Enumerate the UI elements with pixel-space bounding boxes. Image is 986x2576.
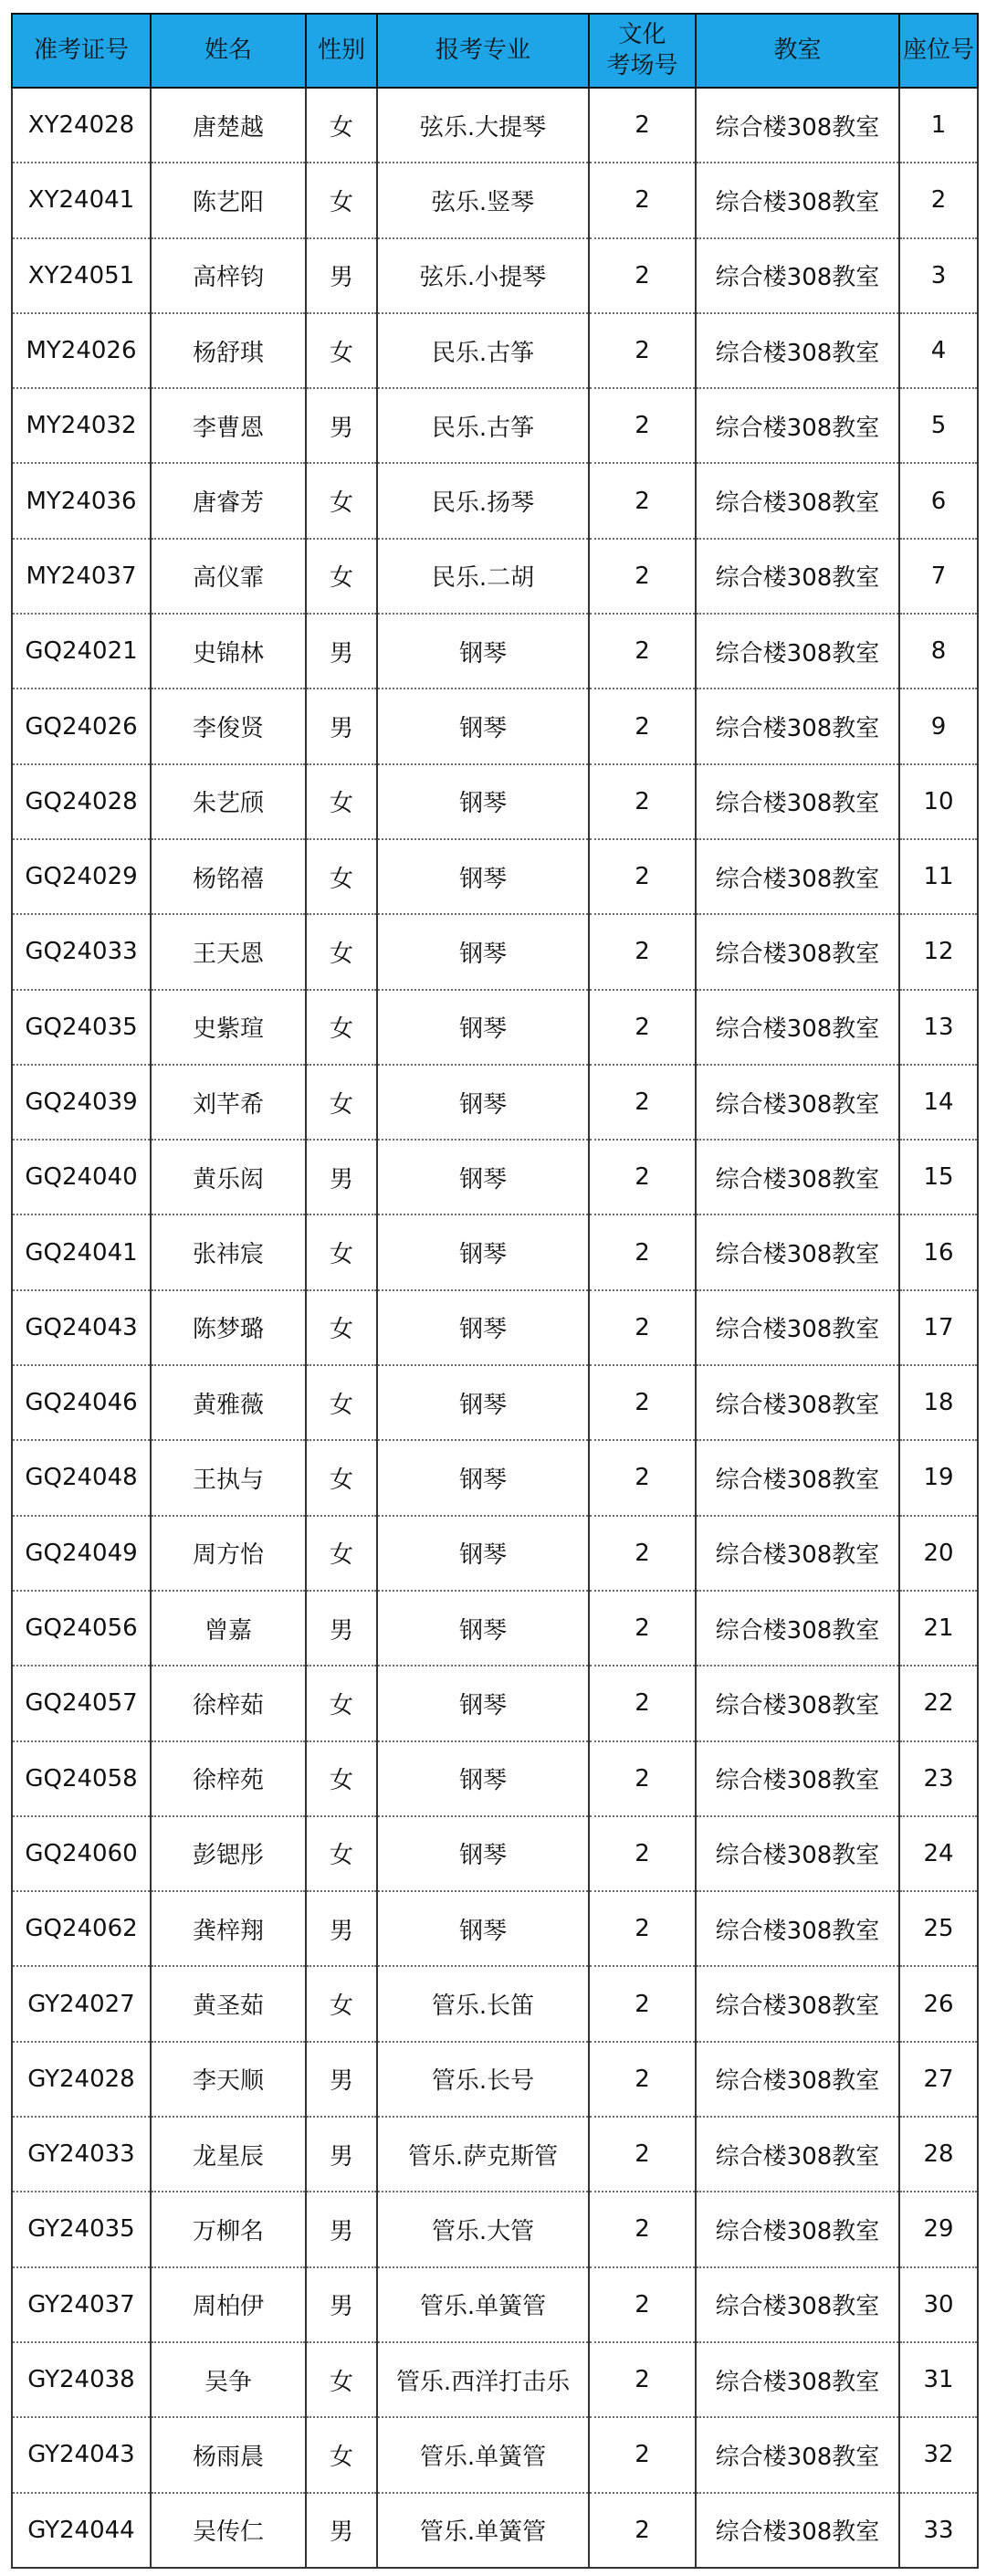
cell-seat: 9: [899, 689, 978, 763]
cell-major: 管乐.大管: [377, 2192, 589, 2266]
cell-gender: 女: [306, 1966, 377, 2041]
cell-major: 钢琴: [377, 990, 589, 1065]
cell-gender: 女: [306, 1290, 377, 1365]
cell-ticket: GQ24040: [12, 1140, 151, 1214]
cell-exam-room: 2: [589, 1966, 696, 2041]
cell-classroom: 综合楼308教室: [696, 163, 899, 237]
table-row: [12, 764, 978, 839]
table-row: [12, 1440, 978, 1515]
cell-classroom: 综合楼308教室: [696, 2417, 899, 2492]
table-row: [12, 1816, 978, 1891]
cell-classroom: 综合楼308教室: [696, 388, 899, 463]
cell-classroom: 综合楼308教室: [696, 614, 899, 689]
cell-classroom: 综合楼308教室: [696, 1816, 899, 1891]
cell-major: 管乐.萨克斯管: [377, 2117, 589, 2192]
cell-seat: 4: [899, 313, 978, 388]
cell-major: 弦乐.竖琴: [377, 163, 589, 237]
cell-ticket: XY24028: [12, 88, 151, 163]
cell-ticket: GY24033: [12, 2117, 151, 2192]
table-row: [12, 1365, 978, 1440]
cell-ticket: GQ24049: [12, 1516, 151, 1591]
table-row: [12, 539, 978, 614]
cell-name: 杨铭禧: [151, 839, 306, 914]
cell-seat: 10: [899, 764, 978, 839]
cell-seat: 22: [899, 1666, 978, 1740]
cell-name: 王执与: [151, 1440, 306, 1515]
cell-ticket: MY24032: [12, 388, 151, 463]
cell-major: 钢琴: [377, 1891, 589, 1966]
cell-classroom: 综合楼308教室: [696, 1140, 899, 1214]
table-row: [12, 2417, 978, 2492]
cell-classroom: 综合楼308教室: [696, 689, 899, 763]
cell-exam-room: 2: [589, 1440, 696, 1515]
cell-gender: 女: [306, 839, 377, 914]
cell-gender: 女: [306, 990, 377, 1065]
cell-classroom: 综合楼308教室: [696, 1290, 899, 1365]
table-row: [12, 463, 978, 538]
cell-ticket: GQ24058: [12, 1741, 151, 1816]
cell-gender: 男: [306, 689, 377, 763]
cell-name: 彭锶彤: [151, 1816, 306, 1891]
table-row: [12, 1516, 978, 1591]
cell-classroom: 综合楼308教室: [696, 914, 899, 989]
table-row: [12, 163, 978, 237]
cell-exam-room: 2: [589, 990, 696, 1065]
cell-seat: 20: [899, 1516, 978, 1591]
table-row: [12, 990, 978, 1065]
cell-name: 高仪霏: [151, 539, 306, 614]
cell-major: 钢琴: [377, 1440, 589, 1515]
cell-ticket: GY24044: [12, 2493, 151, 2568]
cell-classroom: 综合楼308教室: [696, 1365, 899, 1440]
cell-ticket: MY24026: [12, 313, 151, 388]
cell-classroom: 综合楼308教室: [696, 1891, 899, 1966]
header-classroom: 教室: [696, 14, 899, 88]
cell-major: 钢琴: [377, 764, 589, 839]
cell-major: 弦乐.大提琴: [377, 88, 589, 163]
cell-classroom: 综合楼308教室: [696, 2042, 899, 2117]
cell-name: 唐睿芳: [151, 463, 306, 538]
cell-exam-room: 2: [589, 539, 696, 614]
cell-seat: 2: [899, 163, 978, 237]
header-exam-room-line2: 考场号: [606, 51, 678, 79]
header-seat: 座位号: [899, 14, 978, 88]
cell-seat: 3: [899, 238, 978, 313]
cell-seat: 17: [899, 1290, 978, 1365]
cell-classroom: 综合楼308教室: [696, 2117, 899, 2192]
cell-gender: 女: [306, 1741, 377, 1816]
cell-classroom: 综合楼308教室: [696, 990, 899, 1065]
cell-seat: 33: [899, 2493, 978, 2568]
cell-ticket: GQ24057: [12, 1666, 151, 1740]
cell-exam-room: 2: [589, 313, 696, 388]
seating-sheet: [11, 13, 977, 2569]
cell-ticket: GQ24043: [12, 1290, 151, 1365]
cell-name: 万柳名: [151, 2192, 306, 2266]
cell-classroom: 综合楼308教室: [696, 1741, 899, 1816]
cell-gender: 女: [306, 1440, 377, 1515]
cell-seat: 21: [899, 1591, 978, 1666]
cell-seat: 25: [899, 1891, 978, 1966]
cell-ticket: GQ24033: [12, 914, 151, 989]
cell-exam-room: 2: [589, 1065, 696, 1140]
cell-exam-room: 2: [589, 2117, 696, 2192]
cell-seat: 14: [899, 1065, 978, 1140]
cell-exam-room: 2: [589, 1516, 696, 1591]
table-row: [12, 2117, 978, 2192]
cell-major: 钢琴: [377, 914, 589, 989]
cell-classroom: 综合楼308教室: [696, 1591, 899, 1666]
cell-ticket: GQ24028: [12, 764, 151, 839]
cell-major: 管乐.单簧管: [377, 2417, 589, 2492]
cell-ticket: GY24043: [12, 2417, 151, 2492]
cell-ticket: GY24027: [12, 1966, 151, 2041]
cell-gender: 男: [306, 2493, 377, 2568]
cell-major: 弦乐.小提琴: [377, 238, 589, 313]
cell-exam-room: 2: [589, 163, 696, 237]
cell-exam-room: 2: [589, 1214, 696, 1289]
cell-classroom: 综合楼308教室: [696, 1966, 899, 2041]
cell-classroom: 综合楼308教室: [696, 1214, 899, 1289]
cell-gender: 女: [306, 914, 377, 989]
cell-gender: 女: [306, 539, 377, 614]
cell-major: 钢琴: [377, 1741, 589, 1816]
cell-name: 黄雅薇: [151, 1365, 306, 1440]
cell-seat: 27: [899, 2042, 978, 2117]
cell-gender: 男: [306, 2267, 377, 2342]
cell-classroom: 综合楼308教室: [696, 1516, 899, 1591]
table-row: [12, 1290, 978, 1365]
table-row: [12, 1140, 978, 1214]
table-row: [12, 1591, 978, 1666]
cell-major: 钢琴: [377, 1666, 589, 1740]
cell-gender: 男: [306, 2192, 377, 2266]
cell-seat: 31: [899, 2342, 978, 2417]
cell-major: 钢琴: [377, 1591, 589, 1666]
cell-exam-room: 2: [589, 1290, 696, 1365]
header-gender: 性别: [306, 14, 377, 88]
cell-major: 民乐.二胡: [377, 539, 589, 614]
cell-major: 钢琴: [377, 1365, 589, 1440]
table-body: [12, 88, 978, 2568]
cell-seat: 29: [899, 2192, 978, 2266]
cell-gender: 女: [306, 1065, 377, 1140]
cell-exam-room: 2: [589, 88, 696, 163]
cell-ticket: GQ24035: [12, 990, 151, 1065]
cell-major: 民乐.扬琴: [377, 463, 589, 538]
cell-exam-room: 2: [589, 1140, 696, 1214]
header-exam-room-line1: 文化: [618, 21, 666, 49]
cell-gender: 女: [306, 88, 377, 163]
cell-exam-room: 2: [589, 2417, 696, 2492]
header-name: 姓名: [151, 14, 306, 88]
cell-ticket: GQ24048: [12, 1440, 151, 1515]
header-ticket: 准考证号: [12, 14, 151, 88]
cell-ticket: XY24041: [12, 163, 151, 237]
cell-name: 史紫瑄: [151, 990, 306, 1065]
cell-name: 李俊贤: [151, 689, 306, 763]
table-row: [12, 2493, 978, 2568]
cell-classroom: 综合楼308教室: [696, 1065, 899, 1140]
cell-name: 徐梓苑: [151, 1741, 306, 1816]
cell-classroom: 综合楼308教室: [696, 313, 899, 388]
cell-ticket: GY24038: [12, 2342, 151, 2417]
table-row: [12, 2342, 978, 2417]
cell-ticket: GQ24041: [12, 1214, 151, 1289]
cell-exam-room: 2: [589, 1591, 696, 1666]
cell-name: 龙星辰: [151, 2117, 306, 2192]
cell-seat: 16: [899, 1214, 978, 1289]
table-row: [12, 88, 978, 163]
cell-major: 民乐.古筝: [377, 388, 589, 463]
cell-classroom: 综合楼308教室: [696, 463, 899, 538]
cell-seat: 28: [899, 2117, 978, 2192]
cell-major: 管乐.长号: [377, 2042, 589, 2117]
cell-name: 杨雨晨: [151, 2417, 306, 2492]
cell-gender: 男: [306, 388, 377, 463]
cell-name: 史锦林: [151, 614, 306, 689]
cell-exam-room: 2: [589, 463, 696, 538]
cell-major: 钢琴: [377, 1516, 589, 1591]
cell-seat: 30: [899, 2267, 978, 2342]
cell-name: 曾嘉: [151, 1591, 306, 1666]
cell-major: 钢琴: [377, 1065, 589, 1140]
cell-name: 陈梦璐: [151, 1290, 306, 1365]
cell-name: 吴传仁: [151, 2493, 306, 2568]
table-row: [12, 1065, 978, 1140]
cell-exam-room: 2: [589, 1365, 696, 1440]
cell-exam-room: 2: [589, 2267, 696, 2342]
cell-classroom: 综合楼308教室: [696, 2192, 899, 2266]
cell-classroom: 综合楼308教室: [696, 764, 899, 839]
cell-gender: 男: [306, 614, 377, 689]
cell-name: 黄圣茹: [151, 1966, 306, 2041]
cell-exam-room: 2: [589, 2493, 696, 2568]
exam-seating-table: [11, 13, 979, 2569]
cell-gender: 男: [306, 2117, 377, 2192]
cell-seat: 11: [899, 839, 978, 914]
cell-major: 钢琴: [377, 1140, 589, 1214]
table-row: [12, 1214, 978, 1289]
cell-exam-room: 2: [589, 238, 696, 313]
cell-major: 管乐.单簧管: [377, 2267, 589, 2342]
table-row: [12, 238, 978, 313]
cell-seat: 23: [899, 1741, 978, 1816]
cell-ticket: XY24051: [12, 238, 151, 313]
table-row: [12, 2192, 978, 2266]
cell-name: 周柏伊: [151, 2267, 306, 2342]
cell-gender: 女: [306, 2417, 377, 2492]
cell-name: 杨舒琪: [151, 313, 306, 388]
cell-exam-room: 2: [589, 1891, 696, 1966]
cell-gender: 女: [306, 2342, 377, 2417]
table-row: [12, 388, 978, 463]
cell-ticket: GQ24062: [12, 1891, 151, 1966]
cell-seat: 8: [899, 614, 978, 689]
cell-ticket: GY24037: [12, 2267, 151, 2342]
cell-gender: 女: [306, 1816, 377, 1891]
cell-seat: 12: [899, 914, 978, 989]
cell-gender: 女: [306, 1214, 377, 1289]
cell-classroom: 综合楼308教室: [696, 1666, 899, 1740]
cell-seat: 18: [899, 1365, 978, 1440]
cell-ticket: GQ24021: [12, 614, 151, 689]
cell-major: 管乐.单簧管: [377, 2493, 589, 2568]
cell-name: 唐楚越: [151, 88, 306, 163]
cell-ticket: GQ24039: [12, 1065, 151, 1140]
table-row: [12, 1666, 978, 1740]
cell-seat: 32: [899, 2417, 978, 2492]
cell-gender: 女: [306, 313, 377, 388]
cell-ticket: GY24035: [12, 2192, 151, 2266]
cell-exam-room: 2: [589, 2192, 696, 2266]
cell-major: 钢琴: [377, 1290, 589, 1365]
table-row: [12, 1966, 978, 2041]
cell-major: 管乐.长笛: [377, 1966, 589, 2041]
cell-ticket: GQ24056: [12, 1591, 151, 1666]
cell-name: 周方怡: [151, 1516, 306, 1591]
cell-exam-room: 2: [589, 2342, 696, 2417]
cell-ticket: GQ24060: [12, 1816, 151, 1891]
cell-name: 李天顺: [151, 2042, 306, 2117]
cell-ticket: GQ24026: [12, 689, 151, 763]
cell-gender: 女: [306, 1516, 377, 1591]
cell-exam-room: 2: [589, 1816, 696, 1891]
cell-ticket: GQ24029: [12, 839, 151, 914]
cell-exam-room: 2: [589, 839, 696, 914]
cell-classroom: 综合楼308教室: [696, 88, 899, 163]
cell-name: 刘芊希: [151, 1065, 306, 1140]
cell-exam-room: 2: [589, 388, 696, 463]
cell-gender: 男: [306, 1591, 377, 1666]
cell-exam-room: 2: [589, 1666, 696, 1740]
cell-name: 徐梓茹: [151, 1666, 306, 1740]
cell-gender: 女: [306, 1365, 377, 1440]
table-row: [12, 313, 978, 388]
cell-gender: 女: [306, 1666, 377, 1740]
cell-classroom: 综合楼308教室: [696, 2267, 899, 2342]
cell-classroom: 综合楼308教室: [696, 839, 899, 914]
cell-exam-room: 2: [589, 2042, 696, 2117]
cell-exam-room: 2: [589, 764, 696, 839]
cell-major: 钢琴: [377, 689, 589, 763]
cell-name: 张祎宸: [151, 1214, 306, 1289]
cell-name: 王天恩: [151, 914, 306, 989]
cell-exam-room: 2: [589, 614, 696, 689]
table-row: [12, 914, 978, 989]
cell-major: 民乐.古筝: [377, 313, 589, 388]
cell-classroom: 综合楼308教室: [696, 1440, 899, 1515]
cell-major: 钢琴: [377, 614, 589, 689]
cell-gender: 男: [306, 2042, 377, 2117]
cell-seat: 13: [899, 990, 978, 1065]
cell-name: 吴争: [151, 2342, 306, 2417]
cell-ticket: MY24037: [12, 539, 151, 614]
cell-seat: 7: [899, 539, 978, 614]
cell-seat: 15: [899, 1140, 978, 1214]
cell-name: 黄乐闳: [151, 1140, 306, 1214]
table-header: [12, 14, 978, 88]
cell-name: 朱艺颀: [151, 764, 306, 839]
cell-seat: 1: [899, 88, 978, 163]
cell-gender: 女: [306, 163, 377, 237]
cell-seat: 24: [899, 1816, 978, 1891]
cell-classroom: 综合楼308教室: [696, 539, 899, 614]
header-row: [12, 14, 978, 88]
cell-classroom: 综合楼308教室: [696, 238, 899, 313]
cell-name: 李曹恩: [151, 388, 306, 463]
cell-name: 陈艺阳: [151, 163, 306, 237]
cell-seat: 19: [899, 1440, 978, 1515]
cell-seat: 6: [899, 463, 978, 538]
cell-ticket: GQ24046: [12, 1365, 151, 1440]
cell-gender: 女: [306, 463, 377, 538]
table-row: [12, 839, 978, 914]
table-row: [12, 614, 978, 689]
header-exam-room: [589, 14, 696, 88]
cell-gender: 女: [306, 764, 377, 839]
cell-classroom: 综合楼308教室: [696, 2342, 899, 2417]
table-row: [12, 689, 978, 763]
cell-ticket: MY24036: [12, 463, 151, 538]
cell-name: 高梓钧: [151, 238, 306, 313]
header-major: 报考专业: [377, 14, 589, 88]
cell-seat: 26: [899, 1966, 978, 2041]
cell-exam-room: 2: [589, 689, 696, 763]
cell-major: 管乐.西洋打击乐: [377, 2342, 589, 2417]
cell-gender: 男: [306, 238, 377, 313]
table-row: [12, 1891, 978, 1966]
cell-gender: 男: [306, 1140, 377, 1214]
table-row: [12, 1741, 978, 1816]
cell-seat: 5: [899, 388, 978, 463]
cell-name: 龚梓翔: [151, 1891, 306, 1966]
table-row: [12, 2042, 978, 2117]
cell-major: 钢琴: [377, 839, 589, 914]
cell-exam-room: 2: [589, 1741, 696, 1816]
cell-exam-room: 2: [589, 914, 696, 989]
cell-major: 钢琴: [377, 1214, 589, 1289]
cell-classroom: 综合楼308教室: [696, 2493, 899, 2568]
cell-ticket: GY24028: [12, 2042, 151, 2117]
cell-gender: 男: [306, 1891, 377, 1966]
cell-major: 钢琴: [377, 1816, 589, 1891]
table-row: [12, 2267, 978, 2342]
